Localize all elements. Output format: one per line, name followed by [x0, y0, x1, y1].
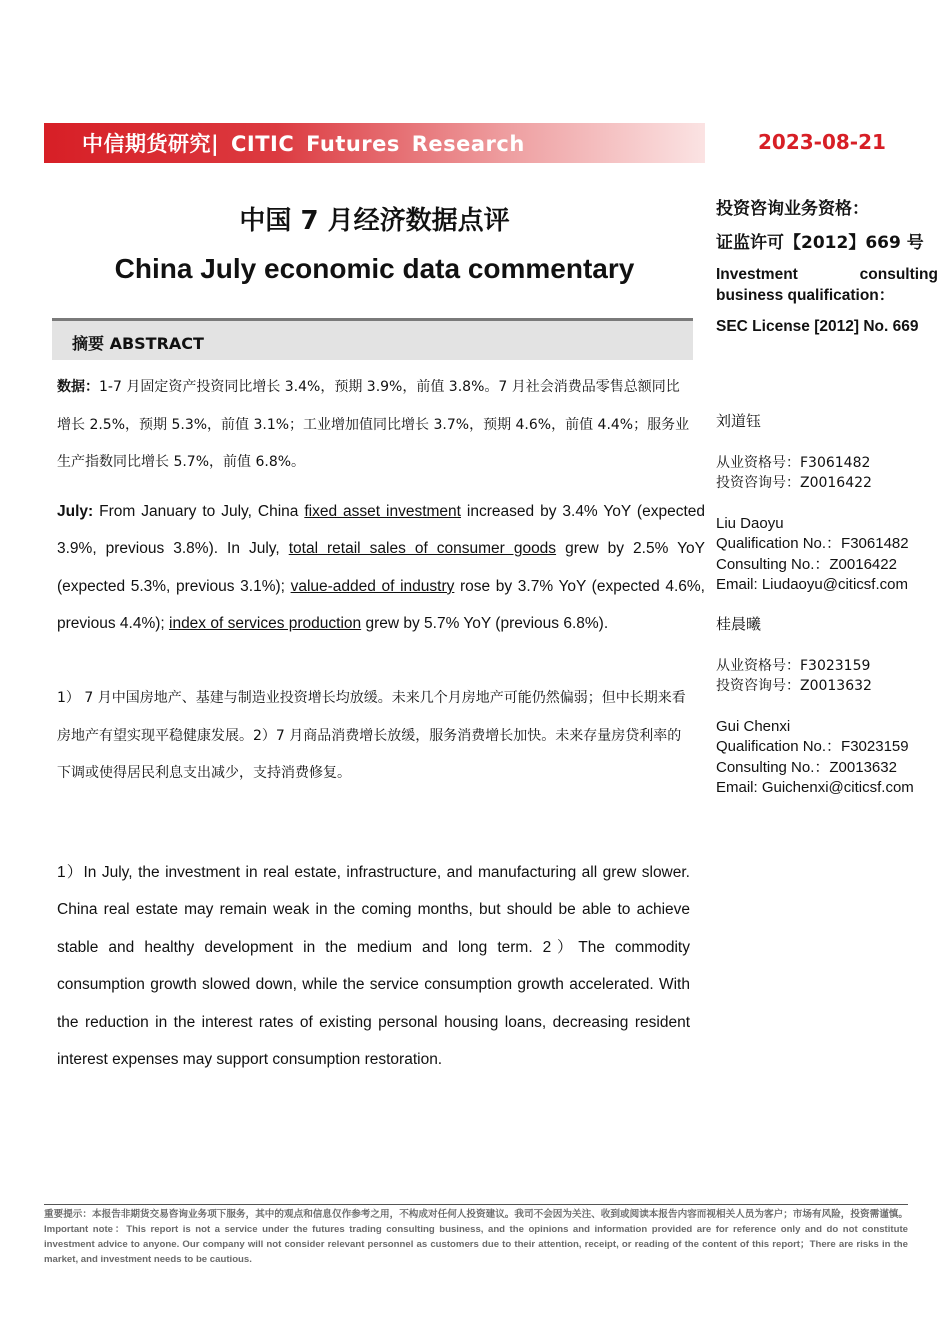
- title-english: China July economic data commentary: [114, 253, 635, 284]
- analyst-qual-cn: 从业资格号：F3023159: [716, 657, 871, 674]
- analyst-consult-cn: 投资咨询号：Z0013632: [716, 678, 872, 694]
- analyst-card-2: [716, 614, 914, 799]
- footer-disclaimer: 重要提示：本报告非期货交易咨询业务项下服务，其中的观点和信息仅作参考之用，不构成对任何人投资建议。我司不会因为关注、收到或阅读本报告内容而视相关人员为客户；市场有风险，投资需谨慎。Important note：This report is not a service under the futures trading consulting business, and the opinions and information provided are for reference only and do not constitute investment advice to anyone. Our company will not consider relevant personnel as customers due to their attention, receipt, or reading of the content of this report；There are risks in the market, and investment needs to be cautious.: [44, 1209, 908, 1265]
- analyst-consult-en: Consulting No.：Z0016422: [716, 555, 897, 573]
- qualification-en-line-1: [716, 264, 938, 285]
- title-chinese: 中国 7 月经济数据点评: [239, 206, 510, 236]
- july-text: grew by 2.5% YoY (expected 5.3%, previous 3.1%);: [57, 540, 705, 595]
- points-paragraph-en: 1）In July, the investment in real estate, infrastructure, and manufacturing all grew slower. China real estate may remain weak in the coming months, but should be able to achieve stable and healthy development in the medium and long term. 2）The commodity consumption growth slowed down, while the service consumption growth accelerated. With the reduction in the interest rates of existing personal housing loans, decreasing resident interest expenses may support consumption restoration.: [57, 864, 690, 1069]
- july-text: From January to July, China: [93, 503, 305, 520]
- analyst-consult-cn: 投资咨询号：Z0016422: [716, 475, 872, 491]
- banner-title: 中信期货研究| CITIC Futures Research: [82, 132, 525, 156]
- analyst-name-cn: 桂晨曦: [716, 615, 762, 633]
- sec-license-number: [2012] No. 669: [814, 318, 919, 335]
- data-text: 1-7 月固定资产投资同比增长 3.4%，预期 3.9%，前值 3.8%。7 月社会消费品零售总额同比增长 2.5%，预期 5.3%，前值 3.1%；工业增加值同比增长 3.7%，预期 4.6%，前值 4.4%；服务业生产指数同比增长 5.7%，前值 6.8%。: [57, 379, 690, 470]
- data-paragraph-cn: [57, 369, 690, 482]
- analyst-card-1: [716, 411, 909, 596]
- qualification-cn-1: 投资咨询业务资格：: [716, 199, 869, 219]
- report-date: 2023-08-21: [758, 130, 886, 154]
- july-text: increased by 3.4% YoY (expected 3.9%, previous 3.8%). In July,: [57, 503, 705, 558]
- july-text: grew by 5.7% YoY (previous 6.8%).: [361, 615, 609, 633]
- analyst-email[interactable]: Email: Liudaoyu@citicsf.com: [716, 576, 908, 593]
- points-paragraph-cn: 1） 7 月中国房地产、基建与制造业投资增长均放缓。未来几个月房地产可能仍然偏弱；但中长期来看房地产有望实现平稳健康发展。2）7 月商品消费增长放缓，服务消费增长加快。未来存量房贷利率的下调或使得居民利息支出减少，支持消费修复。: [57, 690, 686, 781]
- qualification-en-word: consulting: [859, 266, 938, 283]
- data-label: 数据：: [57, 379, 99, 395]
- analyst-email[interactable]: Email: Guichenxi@citicsf.com: [716, 779, 914, 796]
- sec-license: [716, 316, 938, 337]
- link-fixed-asset-investment[interactable]: fixed asset investment: [304, 503, 461, 520]
- analyst-qual-en: Qualification No.：F3023159: [716, 738, 909, 755]
- analyst-qual-en: Qualification No.：F3061482: [716, 535, 909, 552]
- analyst-name-en: Liu Daoyu: [716, 514, 784, 532]
- qualification-en-line-2: business qualification：: [716, 287, 895, 304]
- header-banner: [44, 123, 705, 163]
- analyst-name-en: Gui Chenxi: [716, 717, 791, 735]
- link-services-production[interactable]: index of services production: [169, 615, 362, 633]
- july-paragraph-en: [57, 493, 705, 643]
- analyst-qual-cn: 从业资格号：F3061482: [716, 454, 871, 471]
- sidebar-qualification: [716, 192, 938, 337]
- link-retail-sales[interactable]: total retail sales of consumer goods: [288, 540, 557, 558]
- july-label: July:: [57, 503, 94, 520]
- analyst-name-cn: 刘道钰: [716, 412, 762, 430]
- abstract-label: 摘要 ABSTRACT: [72, 334, 204, 353]
- abstract-header: [52, 318, 693, 360]
- july-text: rose by 3.7% YoY (expected 4.6%, previous 4.4%);: [57, 577, 705, 633]
- qualification-en-word: Investment: [716, 266, 798, 283]
- link-value-added-industry[interactable]: value-added of industry: [290, 577, 455, 595]
- qualification-cn-2: 证监许可【2012】669 号: [716, 233, 924, 253]
- footer-divider: [44, 1204, 908, 1205]
- sec-license-label: SEC License: [716, 318, 810, 335]
- analyst-consult-en: Consulting No.：Z0013632: [716, 758, 897, 776]
